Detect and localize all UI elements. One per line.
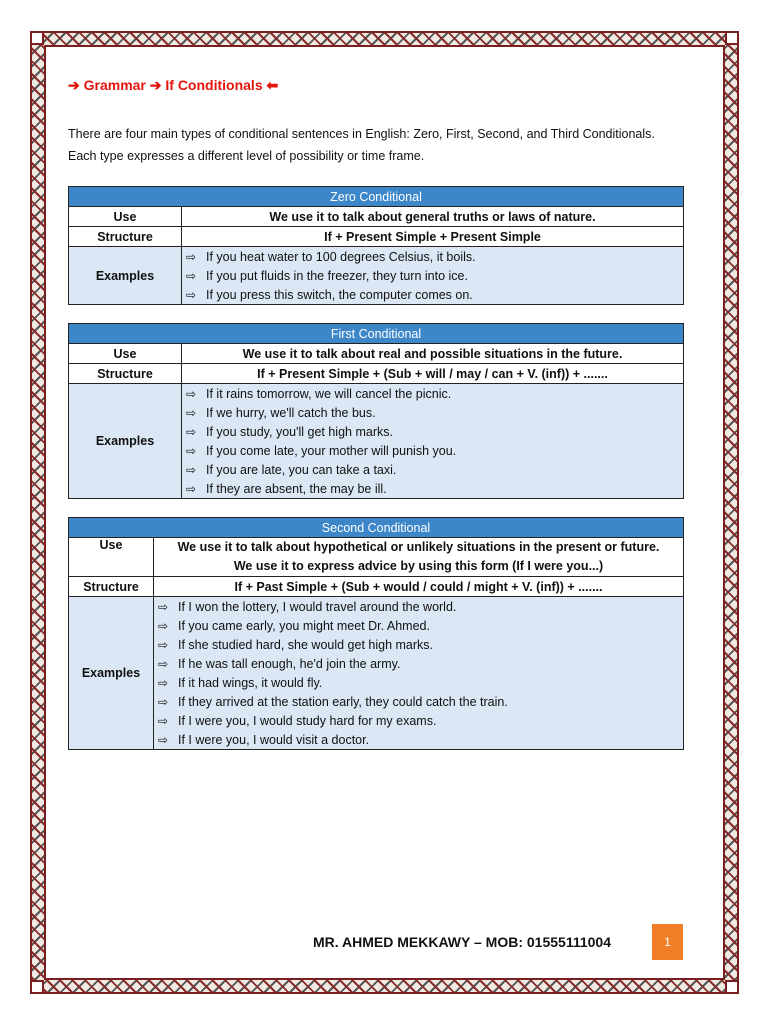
use-label: Use bbox=[69, 538, 154, 577]
corner-ornament-top-right bbox=[725, 31, 739, 45]
example-text: If they are absent, the may be ill. bbox=[206, 481, 387, 496]
example-text: If you put fluids in the freezer, they turn into ice. bbox=[206, 268, 468, 283]
corner-ornament-bottom-left bbox=[30, 980, 44, 994]
arrow-icon: ⇨ bbox=[186, 386, 197, 401]
footer-author: MR. AHMED MEKKAWY – MOB: 01555111004 bbox=[313, 934, 611, 950]
list-item bbox=[186, 384, 679, 403]
list-item bbox=[186, 285, 679, 304]
use-line: We use it to talk about hypothetical or unlikely situations in the present or future. bbox=[177, 540, 660, 554]
examples-list bbox=[154, 597, 684, 750]
list-item bbox=[158, 654, 679, 673]
examples-label: Examples bbox=[69, 384, 182, 499]
arrow-icon: ⇨ bbox=[158, 675, 169, 690]
page-title: ➔ Grammar ➔ If Conditionals ⬅ bbox=[68, 77, 279, 93]
examples-list bbox=[182, 384, 684, 499]
example-text: If you study, you'll get high marks. bbox=[206, 424, 393, 439]
arrow-icon: ⇨ bbox=[158, 618, 169, 633]
arrow-icon: ⇨ bbox=[186, 424, 197, 439]
list-item bbox=[158, 635, 679, 654]
example-text: If I were you, I would visit a doctor. bbox=[178, 732, 370, 747]
list-item bbox=[158, 692, 679, 711]
list-item bbox=[186, 479, 679, 498]
structure-label: Structure bbox=[69, 227, 182, 247]
table-header: First Conditional bbox=[69, 324, 684, 344]
structure-text: If + Present Simple + (Sub + will / may / can + V. (inf)) + ....... bbox=[182, 364, 684, 384]
list-item bbox=[186, 266, 679, 285]
page-number-badge: 1 bbox=[652, 924, 683, 960]
arrow-icon: ⇨ bbox=[158, 599, 169, 614]
list-item bbox=[158, 730, 679, 749]
use-text bbox=[154, 538, 684, 577]
use-label: Use bbox=[69, 207, 182, 227]
arrow-icon: ⇨ bbox=[158, 656, 169, 671]
list-item bbox=[186, 247, 679, 266]
second-conditional-table bbox=[68, 517, 684, 750]
example-text: If it rains tomorrow, we will cancel the picnic. bbox=[206, 386, 452, 401]
list-item bbox=[158, 711, 679, 730]
first-conditional-table bbox=[68, 323, 684, 499]
list-item bbox=[186, 460, 679, 479]
arrow-icon: ⇨ bbox=[186, 443, 197, 458]
list-item bbox=[186, 422, 679, 441]
list-item bbox=[158, 673, 679, 692]
example-text: If we hurry, we'll catch the bus. bbox=[206, 405, 376, 420]
arrow-icon: ⇨ bbox=[186, 462, 197, 477]
examples-label: Examples bbox=[69, 247, 182, 305]
structure-text: If + Present Simple + Present Simple bbox=[182, 227, 684, 247]
arrow-icon: ⇨ bbox=[186, 249, 197, 264]
use-line: We use it to express advice by using this form (If I were you...) bbox=[233, 559, 604, 573]
arrow-icon: ⇨ bbox=[158, 732, 169, 747]
structure-label: Structure bbox=[69, 364, 182, 384]
example-text: If you press this switch, the computer comes on. bbox=[206, 287, 473, 302]
structure-label: Structure bbox=[69, 577, 154, 597]
list-item bbox=[158, 616, 679, 635]
corner-ornament-bottom-right bbox=[725, 980, 739, 994]
table-header: Zero Conditional bbox=[69, 187, 684, 207]
corner-ornament-top-left bbox=[30, 31, 44, 45]
zero-conditional-table bbox=[68, 186, 684, 305]
example-text: If it had wings, it would fly. bbox=[178, 675, 323, 690]
table-header: Second Conditional bbox=[69, 518, 684, 538]
arrow-icon: ⇨ bbox=[158, 713, 169, 728]
intro-paragraph: There are four main types of conditional sentences in English: Zero, First, Second, and Third Conditionals. Each type expresses a different level of possibility or time frame. bbox=[68, 127, 655, 163]
example-text: If they arrived at the station early, they could catch the train. bbox=[178, 694, 508, 709]
use-text: We use it to talk about general truths or laws of nature. bbox=[182, 207, 684, 227]
use-label: Use bbox=[69, 344, 182, 364]
arrow-icon: ⇨ bbox=[186, 405, 197, 420]
example-text: If you come late, your mother will punish you. bbox=[206, 443, 457, 458]
list-item bbox=[158, 597, 679, 616]
example-text: If you are late, you can take a taxi. bbox=[206, 462, 397, 477]
list-item bbox=[186, 403, 679, 422]
example-text: If I won the lottery, I would travel around the world. bbox=[178, 599, 457, 614]
use-text: We use it to talk about real and possible situations in the future. bbox=[182, 344, 684, 364]
example-text: If you heat water to 100 degrees Celsius, it boils. bbox=[206, 249, 476, 264]
arrow-icon: ⇨ bbox=[186, 268, 197, 283]
example-text: If she studied hard, she would get high marks. bbox=[178, 637, 434, 652]
arrow-icon: ⇨ bbox=[186, 481, 197, 496]
list-item bbox=[186, 441, 679, 460]
arrow-icon: ⇨ bbox=[186, 287, 197, 302]
arrow-icon: ⇨ bbox=[158, 694, 169, 709]
arrow-icon: ⇨ bbox=[158, 637, 169, 652]
examples-label: Examples bbox=[69, 597, 154, 750]
example-text: If he was tall enough, he'd join the army. bbox=[178, 656, 401, 671]
example-text: If I were you, I would study hard for my exams. bbox=[178, 713, 437, 728]
example-text: If you came early, you might meet Dr. Ahmed. bbox=[178, 618, 430, 633]
examples-list bbox=[182, 247, 684, 305]
structure-text: If + Past Simple + (Sub + would / could / might + V. (inf)) + ....... bbox=[154, 577, 684, 597]
